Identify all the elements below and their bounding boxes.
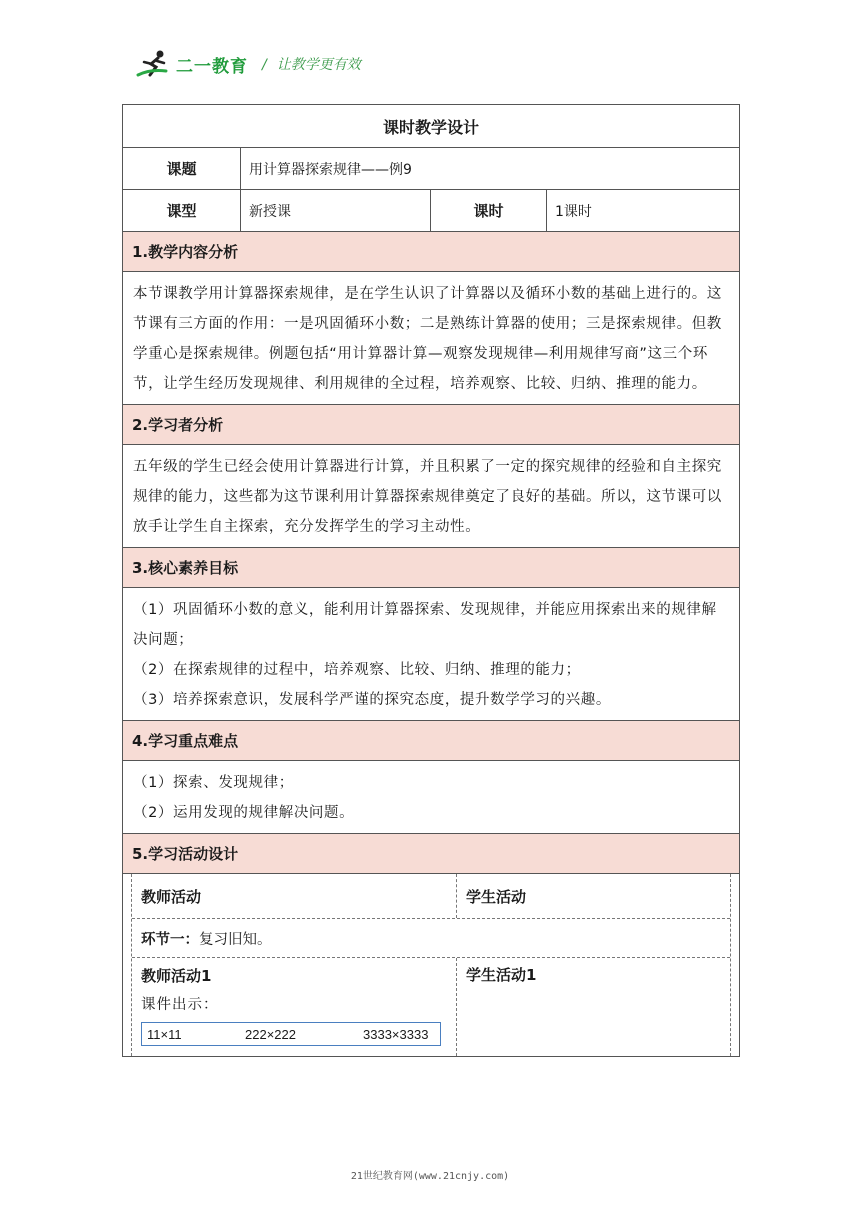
step-1-label: 环节一： bbox=[141, 931, 199, 948]
calc-item: 3333×3333 bbox=[363, 1026, 429, 1042]
logo bbox=[136, 49, 248, 79]
courseware-label: 课件出示： bbox=[141, 997, 219, 1013]
key-point-item: （2）运用发现的规律解决问题。 bbox=[133, 805, 355, 821]
section-4-body bbox=[123, 761, 739, 834]
section-1-text: 本节课教学用计算器探索规律，是在学生认识了计算器以及循环小数的基础上进行的。这节课有三方面的作用：一是巩固循环小数；二是熟练计算器的使用；三是探索规律。但教学重心是探索规律。例题包括“用计算器计算—观察发现规律—利用规律写商”这三个环节，让学生经历发现规律、利用规律的全过程，培养观察、比较、归纳、推理的能力。 bbox=[133, 286, 722, 392]
type-row bbox=[123, 190, 739, 232]
hours-value: 1课时 bbox=[555, 203, 592, 220]
calc-item: 11×11 bbox=[147, 1026, 182, 1042]
slogan-text: 让教学更有效 bbox=[276, 57, 361, 73]
section-2-title: 2.学习者分析 bbox=[123, 405, 739, 445]
objective-item: （3）培养探索意识，发展科学严谨的探究态度，提升数学学习的兴趣。 bbox=[133, 692, 611, 708]
section-3-body bbox=[123, 588, 739, 721]
page-footer: 21世纪教育网(www.21cnjy.com) bbox=[350, 1171, 510, 1182]
doc-title: 课时教学设计 bbox=[123, 105, 739, 148]
student-activity-1-label: 学生活动1 bbox=[466, 966, 537, 984]
activity-header-row bbox=[132, 874, 730, 919]
section-1-body bbox=[123, 272, 739, 405]
type-label: 课型 bbox=[123, 190, 241, 231]
teacher-activity-head: 教师活动 bbox=[132, 874, 457, 918]
section-5-title: 5.学习活动设计 bbox=[123, 834, 739, 874]
key-point-item: （1）探索、发现规律； bbox=[133, 775, 294, 791]
student-activity-head: 学生活动 bbox=[466, 887, 527, 906]
topic-row bbox=[123, 148, 739, 190]
hours-label: 课时 bbox=[431, 190, 547, 231]
section-2-body bbox=[123, 445, 739, 548]
calculation-box bbox=[141, 1022, 441, 1046]
logo-text: 二一教育 bbox=[176, 56, 248, 77]
activity-table bbox=[131, 874, 731, 1056]
section-2-text: 五年级的学生已经会使用计算器进行计算，并且积累了一定的探究规律的经验和自主探究规律的能力，这些都为这节课利用计算器探索规律奠定了良好的基础。所以，这节课可以放手让学生自主探索，充分发挥学生的学习主动性。 bbox=[133, 459, 722, 535]
topic-value: 用计算器探索规律——例9 bbox=[249, 161, 412, 178]
objective-item: （1）巩固循环小数的意义，能利用计算器探索、发现规律，并能应用探索出来的规律解决问题； bbox=[133, 602, 717, 648]
runner-logo-icon bbox=[136, 49, 174, 79]
calc-item: 222×222 bbox=[245, 1026, 296, 1042]
teacher-activity-1-label: 教师活动1 bbox=[141, 967, 212, 985]
table-bottom-border bbox=[123, 1056, 739, 1057]
type-value: 新授课 bbox=[241, 190, 431, 231]
step-1-row bbox=[132, 919, 730, 958]
step-1-text: 复习旧知。 bbox=[199, 931, 272, 948]
topic-label: 课题 bbox=[123, 148, 241, 189]
section-3-title: 3.核心素养目标 bbox=[123, 548, 739, 588]
lesson-plan-table bbox=[122, 104, 740, 1057]
teacher-activity-1-cell bbox=[132, 958, 457, 1056]
slogan: / 让教学更有效 bbox=[262, 57, 361, 73]
section-1-title: 1.教学内容分析 bbox=[123, 232, 739, 272]
section-4-title: 4.学习重点难点 bbox=[123, 721, 739, 761]
objective-item: （2）在探索规律的过程中，培养观察、比较、归纳、推理的能力； bbox=[133, 662, 581, 678]
page-header bbox=[136, 46, 361, 82]
activity-1-row bbox=[132, 958, 730, 1056]
